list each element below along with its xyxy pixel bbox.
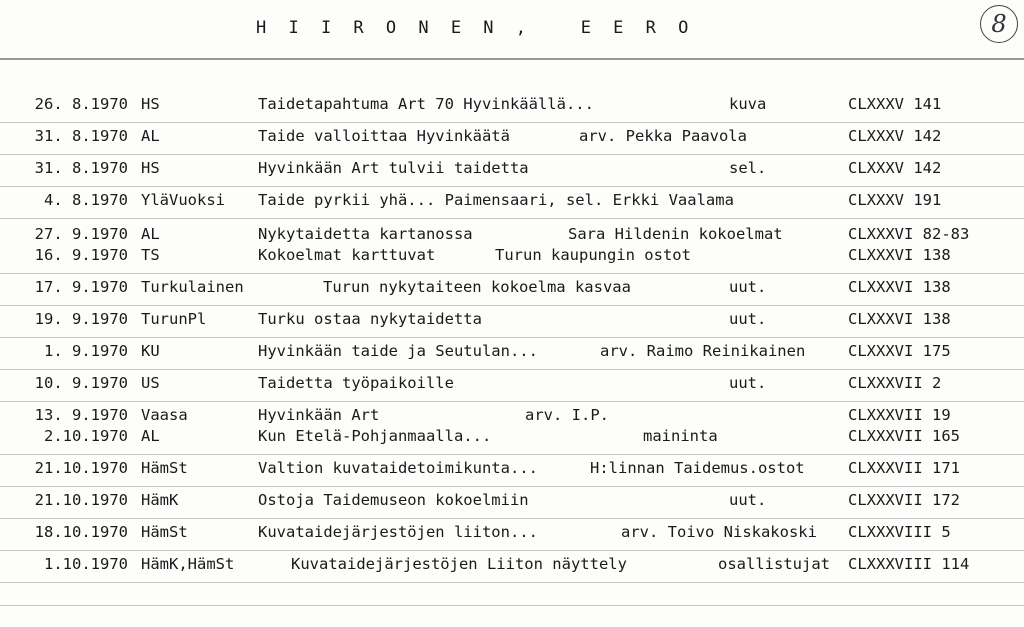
entry-source: AL <box>141 127 160 145</box>
entry-source: TS <box>141 246 160 264</box>
entry-date: 16. 9.1970 <box>34 246 128 264</box>
entry-reference: CLXXXVII 19 <box>848 406 951 424</box>
entry-source: HämK <box>141 491 179 509</box>
entry-date: 21.10.1970 <box>34 491 128 509</box>
entry-source: US <box>141 374 160 392</box>
entry-note: uut. <box>729 374 767 392</box>
entry-date: 18.10.1970 <box>34 523 128 541</box>
entry-reference: CLXXXV 142 <box>848 159 942 177</box>
entry-title: Kuvataidejärjestöjen liiton... <box>258 523 538 541</box>
row-rule <box>0 369 1024 370</box>
entry-note: arv. Raimo Reinikainen <box>600 342 806 360</box>
row-rule <box>0 305 1024 306</box>
row-rule <box>0 454 1024 455</box>
entry-source: AL <box>141 225 160 243</box>
entry-source: HS <box>141 95 160 113</box>
entry-date: 27. 9.1970 <box>34 225 128 243</box>
entry-reference: CLXXXVI 138 <box>848 278 951 296</box>
entry-source: TurunPl <box>141 310 207 328</box>
entry-reference: CLXXXVI 138 <box>848 310 951 328</box>
row-rule <box>0 337 1024 338</box>
row-rule <box>0 550 1024 551</box>
card-title: H I I R O N E N , E E R O <box>256 18 695 38</box>
entry-title: Hyvinkään Art <box>258 406 380 424</box>
header-rule <box>0 58 1024 60</box>
row-rule <box>0 582 1024 583</box>
entry-title: Taide valloittaa Hyvinkäätä <box>258 127 510 145</box>
entry-date: 4. 8.1970 <box>44 191 128 209</box>
entry-date: 26. 8.1970 <box>34 95 128 113</box>
entry-title: Kun Etelä-Pohjanmaalla... <box>258 427 492 445</box>
row-rule <box>0 273 1024 274</box>
entry-source: HämSt <box>141 459 188 477</box>
row-rule <box>0 486 1024 487</box>
entry-title: Taidetapahtuma Art 70 Hyvinkäällä... <box>258 95 594 113</box>
entry-date: 1. 9.1970 <box>44 342 128 360</box>
entry-note: kuva <box>729 95 767 113</box>
row-rule <box>0 605 1024 606</box>
entry-date: 19. 9.1970 <box>34 310 128 328</box>
entry-date: 17. 9.1970 <box>34 278 128 296</box>
entry-date: 2.10.1970 <box>44 427 128 445</box>
entry-title: Taidetta työpaikoille <box>258 374 454 392</box>
entry-title: Turku ostaa nykytaidetta <box>258 310 482 328</box>
entry-reference: CLXXXVII 171 <box>848 459 960 477</box>
entry-note: maininta <box>643 427 718 445</box>
entry-note: sel. <box>729 159 767 177</box>
entry-note: uut. <box>729 278 767 296</box>
entry-note: H:linnan Taidemus.ostot <box>590 459 805 477</box>
row-rule <box>0 122 1024 123</box>
entry-note: uut. <box>729 310 767 328</box>
entry-source: YläVuoksi <box>141 191 225 209</box>
entry-note: Turun kaupungin ostot <box>495 246 691 264</box>
entry-reference: CLXXXVIII 114 <box>848 555 970 573</box>
row-rule <box>0 401 1024 402</box>
entry-date: 10. 9.1970 <box>34 374 128 392</box>
entry-note: osallistujat <box>718 555 830 573</box>
row-rule <box>0 186 1024 187</box>
entry-source: Vaasa <box>141 406 188 424</box>
entry-reference: CLXXXVII 165 <box>848 427 960 445</box>
entry-title: Hyvinkään Art tulvii taidetta <box>258 159 529 177</box>
entry-note: arv. Pekka Paavola <box>579 127 747 145</box>
entry-source: HämSt <box>141 523 188 541</box>
entry-source: HämK,HämSt <box>141 555 235 573</box>
entry-title: Nykytaidetta kartanossa <box>258 225 473 243</box>
entry-note: Sara Hildenin kokoelmat <box>568 225 783 243</box>
row-rule <box>0 218 1024 219</box>
entry-reference: CLXXXVIII 5 <box>848 523 951 541</box>
entry-title: Hyvinkään taide ja Seutulan... <box>258 342 538 360</box>
entry-reference: CLXXXVI 175 <box>848 342 951 360</box>
entry-source: KU <box>141 342 160 360</box>
entry-title: Valtion kuvataidetoimikunta... <box>258 459 538 477</box>
entry-title: Turun nykytaiteen kokoelma kasvaa <box>323 278 631 296</box>
entry-note: uut. <box>729 491 767 509</box>
entry-reference: CLXXXV 191 <box>848 191 942 209</box>
entry-source: HS <box>141 159 160 177</box>
entry-date: 31. 8.1970 <box>34 127 128 145</box>
row-rule <box>0 154 1024 155</box>
entry-source: Turkulainen <box>141 278 244 296</box>
entry-reference: CLXXXVI 138 <box>848 246 951 264</box>
entry-date: 13. 9.1970 <box>34 406 128 424</box>
entry-reference: CLXXXV 142 <box>848 127 942 145</box>
entry-title: Kokoelmat karttuvat <box>258 246 436 264</box>
entry-note: arv. Toivo Niskakoski <box>621 523 817 541</box>
entry-reference: CLXXXVII 2 <box>848 374 942 392</box>
entry-source: AL <box>141 427 160 445</box>
entry-date: 31. 8.1970 <box>34 159 128 177</box>
entry-reference: CLXXXVII 172 <box>848 491 960 509</box>
row-rule <box>0 518 1024 519</box>
entry-note: arv. I.P. <box>525 406 609 424</box>
entry-title: Kuvataidejärjestöjen Liiton näyttely <box>291 555 627 573</box>
page-number-circle: 8 <box>980 5 1018 43</box>
entry-reference: CLXXXVI 82-83 <box>848 225 970 243</box>
entry-date: 1.10.1970 <box>44 555 128 573</box>
entry-reference: CLXXXV 141 <box>848 95 942 113</box>
entry-title: Taide pyrkii yhä... Paimensaari, sel. Erkki Vaalama <box>258 191 734 209</box>
entry-title: Ostoja Taidemuseon kokoelmiin <box>258 491 529 509</box>
entry-date: 21.10.1970 <box>34 459 128 477</box>
